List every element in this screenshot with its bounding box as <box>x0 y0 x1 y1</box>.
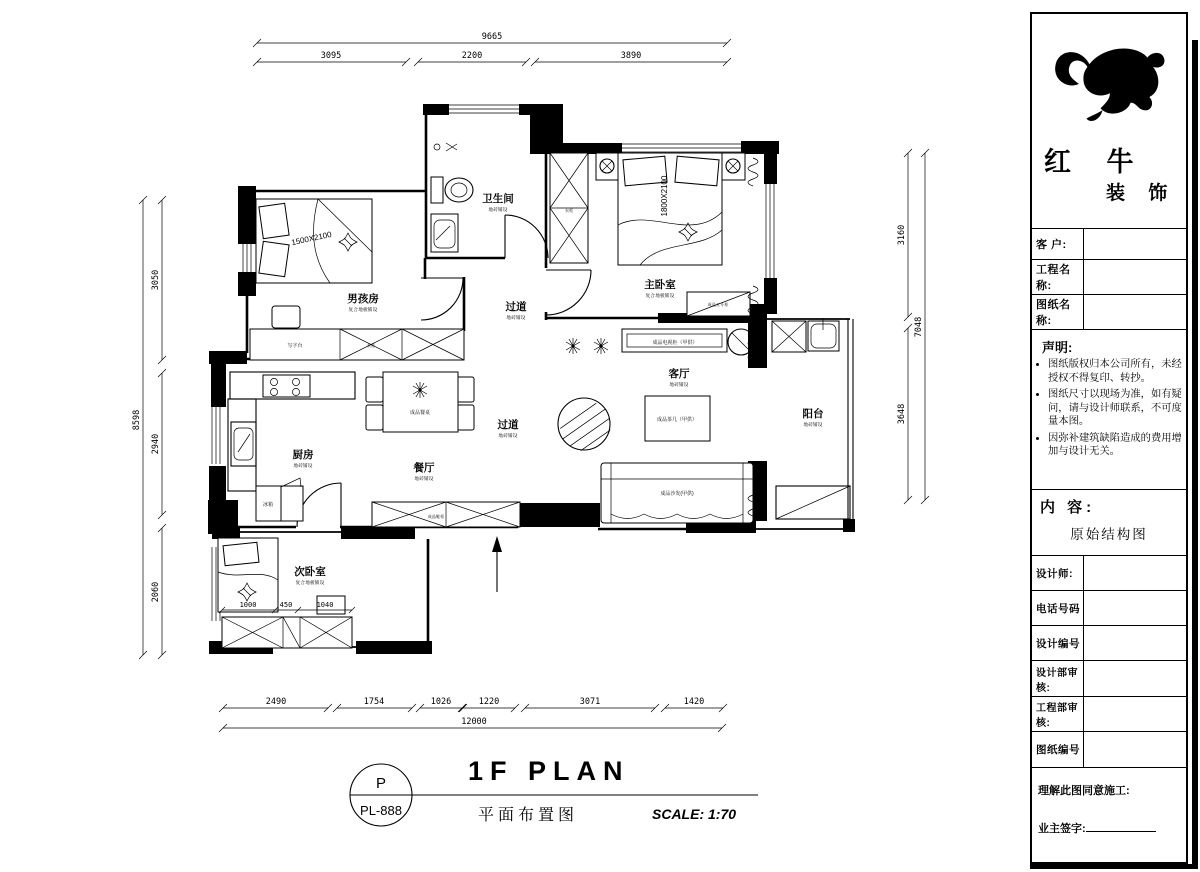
room-boy: 男孩房 <box>347 293 379 305</box>
row-eng-audit <box>1032 696 1186 731</box>
sign-label <box>1038 820 1186 836</box>
row-designer-value <box>1084 556 1186 590</box>
logo-area <box>1032 14 1186 228</box>
row-designer <box>1032 555 1186 590</box>
room-kitchen: 厨房 <box>292 449 314 461</box>
field-client <box>1032 228 1186 259</box>
row-design-no <box>1032 625 1186 660</box>
title-panel <box>1030 12 1188 864</box>
room-boy-floor: 复合地板铺设 <box>348 307 378 312</box>
plan-title-cn: 平面布置图 <box>478 807 579 824</box>
balcony-platform <box>776 486 850 519</box>
round-chair <box>557 398 617 455</box>
titleblock-code-top: P <box>375 775 387 792</box>
row-phone-label: 电话号码 <box>1032 591 1084 625</box>
shoe-cabinet <box>372 502 520 527</box>
bedroom2-wardrobe <box>222 617 352 648</box>
row-drawing-no-value <box>1084 732 1186 767</box>
dimension-left <box>132 196 166 659</box>
dim-left-3: 2060 <box>151 581 161 603</box>
field-drawing-label: 图纸名称: <box>1032 295 1084 329</box>
sign-text: 业主签字: <box>1038 823 1086 835</box>
master-wardrobe <box>550 153 588 263</box>
dim-bottom-2: 1754 <box>363 697 385 707</box>
dimension-bottom <box>219 697 727 732</box>
room-bathroom-floor: 地砖铺设 <box>488 207 508 212</box>
dim-bed2-2: 450 <box>279 601 293 609</box>
wardrobe-label: 衣柜 <box>366 343 376 348</box>
boy-stool <box>272 306 300 328</box>
field-drawing <box>1032 294 1186 329</box>
wardrobe2-label: 衣柜 <box>564 208 574 213</box>
statement-box <box>1032 329 1186 489</box>
field-client-label: 客 户: <box>1032 229 1084 259</box>
row-design-no-value <box>1084 626 1186 660</box>
plant-icon <box>594 338 608 354</box>
content-value: 原始结构图 <box>1070 527 1148 542</box>
dim-bed2-3: 1040 <box>316 601 334 609</box>
desk-label: 写字台 <box>287 343 303 349</box>
dim-right-overall: 7048 <box>914 316 924 338</box>
bull-logo-icon <box>1048 30 1170 134</box>
field-client-value <box>1084 229 1186 259</box>
dining-table-label: 成品餐桌 <box>409 410 431 416</box>
room-living-floor: 地砖铺设 <box>669 382 689 387</box>
dresser-label: 成品五斗柜 <box>707 302 729 307</box>
statement-title: 声明: <box>1042 340 1073 355</box>
dim-top-3: 3890 <box>620 51 642 61</box>
balcony-sink <box>808 318 839 351</box>
content-label: 内 容: <box>1040 499 1096 516</box>
room-kitchen-floor: 地砖铺设 <box>293 463 313 468</box>
logo-text-2: 装 饰 <box>1106 183 1177 204</box>
tv-cabinet <box>622 329 727 352</box>
room-corridor-2: 过道 <box>497 419 519 431</box>
dim-top-2: 2200 <box>461 51 483 61</box>
room-corridor-1-floor: 地砖铺设 <box>506 315 526 320</box>
dim-right-1: 3160 <box>897 224 907 246</box>
room-dining-floor: 地砖铺设 <box>414 476 434 481</box>
row-drawing-no <box>1032 731 1186 767</box>
room-bathroom: 卫生间 <box>482 193 514 205</box>
room-balcony-floor: 地砖铺设 <box>803 422 823 427</box>
row-eng-audit-label: 工程部审核: <box>1032 697 1084 731</box>
room-corridor-1: 过道 <box>505 301 527 313</box>
boy-bed <box>256 199 372 283</box>
room-bedroom2: 次卧室 <box>294 566 326 578</box>
dim-bottom-6: 1420 <box>683 697 705 707</box>
entry-arrow-icon <box>492 536 502 592</box>
shoe-cabinet-label: 成品鞋柜 <box>427 514 445 519</box>
plant-icon <box>566 338 580 354</box>
room-living: 客厅 <box>668 368 690 380</box>
row-phone-value <box>1084 591 1186 625</box>
tea-table-label: 成品茶几（甲供） <box>656 417 698 423</box>
statement-item: • 图纸尺寸以现场为准，如有疑问，请与设计师联系，不可度量本图。 <box>1048 388 1186 429</box>
field-project-value <box>1084 260 1186 294</box>
row-drawing-no-label: 图纸编号 <box>1032 732 1084 767</box>
dimension-top <box>253 32 731 66</box>
field-project-label: 工程名称: <box>1032 260 1084 294</box>
sofa-label: 成品沙发(甲供) <box>660 491 694 497</box>
room-bedroom2-floor: 复合地板铺设 <box>295 580 325 585</box>
sheet-border-right <box>1192 40 1198 868</box>
titleblock-code-bottom: PL-888 <box>360 803 402 818</box>
toilet <box>431 177 473 203</box>
boy-desk-wardrobe <box>250 329 464 360</box>
dim-bottom-1: 2490 <box>265 697 287 707</box>
dim-bottom-4: 1220 <box>478 697 500 707</box>
room-master-floor: 复合地板铺设 <box>645 293 675 298</box>
statement-list <box>1048 358 1186 459</box>
statement-item: • 因弥补建筑缺陷造成的费用增加与设计无关。 <box>1048 432 1186 459</box>
statement-item: • 图纸版权归本公司所有，未经授权不得复印、转抄。 <box>1048 358 1186 385</box>
sheet-border-bottom <box>1030 864 1198 869</box>
kitchen-counter <box>228 372 355 491</box>
dim-top-1: 3095 <box>320 51 342 61</box>
room-balcony: 阳台 <box>802 408 824 420</box>
fridge-label: 冰箱 <box>262 502 274 508</box>
washing-machine <box>772 321 806 352</box>
fridge <box>256 478 303 521</box>
row-design-audit-value <box>1084 661 1186 696</box>
sofa <box>601 463 753 523</box>
dim-left-1: 3050 <box>151 269 161 291</box>
room-dining: 餐厅 <box>413 462 435 474</box>
dim-bottom-5: 3071 <box>579 697 601 707</box>
row-designer-label: 设计师: <box>1032 556 1084 590</box>
dim-bottom-overall: 12000 <box>461 717 487 727</box>
boy-bed-size: 1500X2100 <box>290 229 333 248</box>
plan-scale: SCALE: 1:70 <box>652 806 737 822</box>
dim-left-2: 2940 <box>151 433 161 455</box>
field-drawing-value <box>1084 295 1186 329</box>
field-project <box>1032 259 1186 294</box>
room-corridor-2-floor: 地砖铺设 <box>498 433 518 438</box>
titleblock <box>350 756 758 826</box>
plan-title-en: 1F PLAN <box>468 756 630 786</box>
room-master: 主卧室 <box>644 279 676 291</box>
dim-bottom-3: 1026 <box>430 697 452 707</box>
agree-text: 理解此图同意施工: <box>1038 785 1130 797</box>
logo-text-1: 红 牛 <box>1044 147 1148 177</box>
dim-bed2-1: 1000 <box>239 601 257 609</box>
content-box <box>1032 489 1186 555</box>
dim-left-overall: 8598 <box>132 409 142 431</box>
radiator-icon <box>748 158 758 186</box>
dim-top-overall: 9665 <box>481 32 503 42</box>
row-eng-audit-value <box>1084 697 1186 731</box>
bathroom-sink <box>431 214 458 252</box>
dresser <box>687 292 750 316</box>
master-bed <box>618 153 722 265</box>
row-phone <box>1032 590 1186 625</box>
tv-cabinet-label: 成品电视柜（甲供） <box>652 340 698 346</box>
shower-icon <box>434 143 457 151</box>
tea-table <box>645 396 710 441</box>
nightstand-left <box>596 153 618 180</box>
row-design-no-label: 设计编号 <box>1032 626 1084 660</box>
dimension-right <box>897 149 929 504</box>
panel-footer <box>1032 767 1186 862</box>
dim-right-2: 3648 <box>897 403 907 425</box>
row-design-audit <box>1032 660 1186 696</box>
dining-set <box>366 372 474 432</box>
master-bed-size: 1800X2100 <box>660 175 669 217</box>
signature-line <box>1086 821 1156 832</box>
row-design-audit-label: 设计部审核: <box>1032 661 1084 696</box>
